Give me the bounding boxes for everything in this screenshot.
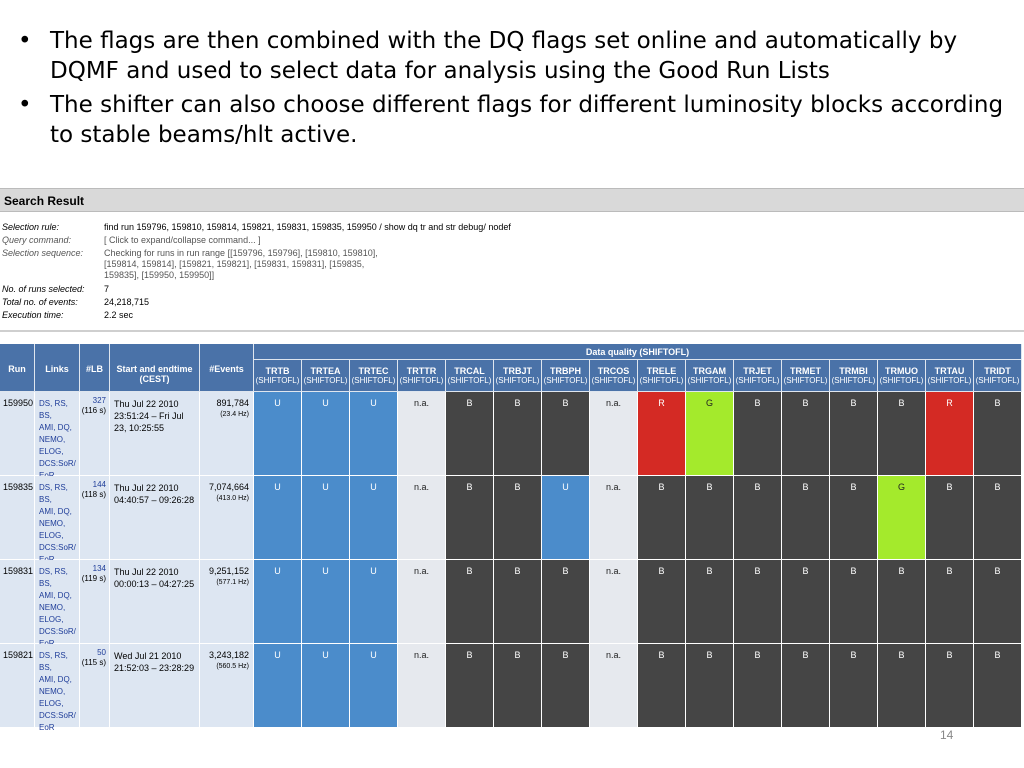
run-number-text: 159835 [3,482,34,492]
flag-value: n.a. [605,650,621,660]
flag-cell-trtea[interactable] [302,644,350,728]
flag-value: B [994,650,1001,660]
flag-header-sub: (SHIFTOFL) [255,376,300,385]
run-time-line: Thu Jul 22 2010 [114,399,179,409]
flag-value: n.a. [605,566,621,576]
flag-header-trtec[interactable] [350,360,398,392]
flag-cell-trtec[interactable] [350,476,398,560]
flag-value: n.a. [413,566,429,576]
run-time-line: Thu Jul 22 2010 [114,567,179,577]
flag-value: B [946,566,953,576]
flag-value: B [994,566,1001,576]
flag-value: U [370,398,377,408]
flag-header-trmbi[interactable] [830,360,878,392]
flag-cell-trtea[interactable] [302,476,350,560]
column-header-links[interactable] [35,344,80,392]
lb-count-text: 50 [97,648,106,657]
flag-header-trtea[interactable] [302,360,350,392]
query-command-toggle[interactable]: [ Click to expand/collapse command... ] [104,235,261,245]
flag-value: B [754,482,761,492]
run-time [110,476,200,560]
lb-count [80,392,110,476]
run-time [110,644,200,728]
flag-cell-trtau[interactable] [926,476,974,560]
flag-cell-trtec[interactable] [350,560,398,644]
flag-value: n.a. [413,482,429,492]
flag-value: B [850,398,857,408]
flag-value: B [802,566,809,576]
flag-cell-trttr[interactable] [398,476,446,560]
column-header-start[interactable] [110,344,200,392]
selection-sequence-label: Selection sequence: [2,248,84,258]
run-time-line: Thu Jul 22 2010 [114,483,179,493]
flag-cell-trtau[interactable] [926,560,974,644]
dq-group-label: Data quality (SHIFTOFL) [585,347,690,357]
flag-cell-trmet[interactable] [782,476,830,560]
run-link: NEMO, [39,603,66,612]
flag-value: U [322,482,329,492]
run-link: BS, [39,495,52,504]
flag-header-trcal[interactable] [446,360,494,392]
flag-value: n.a. [413,650,429,660]
column-header-run[interactable] [0,344,35,392]
run-link: DS, RS, [39,651,68,660]
flag-cell-trcal[interactable] [446,644,494,728]
flag-cell-trgam[interactable] [686,560,734,644]
flag-cell-trcos[interactable] [590,644,638,728]
flag-cell-trbph[interactable] [542,392,590,476]
flag-header-trmet[interactable] [782,360,830,392]
flag-value: B [898,566,905,576]
lb-count [80,560,110,644]
run-number-text: 159821 [3,650,34,660]
flag-value: U [274,566,281,576]
flag-cell-trjet[interactable] [734,392,782,476]
run-link: BS, [39,411,52,420]
run-link: AMI, DQ, [39,423,72,432]
dq-group-header [254,344,1022,360]
flag-cell-trcos[interactable] [590,392,638,476]
flag-cell-trgam[interactable] [686,392,734,476]
run-events [200,644,254,728]
run-link: ELOG, [39,615,64,624]
flag-cell-trtec[interactable] [350,644,398,728]
column-header-label: Links [45,364,69,374]
flag-value: n.a. [605,482,621,492]
flag-header-label: TRTEC [358,366,389,376]
flag-cell-trcos[interactable] [590,476,638,560]
flag-header-trcos[interactable] [590,360,638,392]
run-link: AMI, DQ, [39,675,72,684]
flag-value: B [898,398,905,408]
flag-cell-trcal[interactable] [446,560,494,644]
total-events-value: 24,218,715 [104,297,150,307]
flag-header-trjet[interactable] [734,360,782,392]
run-time-line: 23:51:24 – Fri Jul [114,411,184,421]
flag-value: B [514,650,521,660]
flag-header-sub: (SHIFTOFL) [879,376,924,385]
flag-header-trele[interactable] [638,360,686,392]
bullet-item: • The shifter can also choose different flags for different luminosity blocks according to stable beams/hlt active. [14,90,1014,150]
flag-value: B [466,482,473,492]
total-events-label: Total no. of events: [2,297,78,307]
run-time-line: Wed Jul 21 2010 [114,651,182,661]
flag-cell-trele[interactable] [638,392,686,476]
flag-value: B [514,566,521,576]
flag-value: B [850,566,857,576]
run-link: AMI, DQ, [39,507,72,516]
flag-value: n.a. [605,398,621,408]
events-rate: (23.4 Hz) [220,411,249,418]
flag-value: B [706,566,713,576]
run-link: NEMO, [39,435,66,444]
flag-header-label: TRTEA [310,366,341,376]
flag-value: G [897,482,905,492]
flag-cell-trtb[interactable] [254,392,302,476]
flag-header-label: TRJET [743,366,772,376]
flag-header-trtb[interactable] [254,360,302,392]
execution-time-value: 2.2 sec [104,310,134,320]
flag-cell-trttr[interactable] [398,644,446,728]
flag-cell-trgam[interactable] [686,476,734,560]
lb-duration: (119 s) [81,574,106,583]
run-link: ELOG, [39,531,64,540]
column-header-events[interactable] [200,344,254,392]
flag-cell-tridt[interactable] [974,560,1022,644]
flag-header-label: TRIDT [984,366,1011,376]
flag-cell-trtb[interactable] [254,560,302,644]
flag-cell-trbjt[interactable] [494,644,542,728]
lb-count-text: 327 [92,396,106,405]
events-count: 7,074,664 [208,482,249,492]
bullet-item: • The flags are then combined with the DQ flags set online and automatically by DQMF and used to select data for analysis using the Good Run Lists [14,26,1014,86]
flag-value: B [562,566,569,576]
flag-cell-trjet[interactable] [734,560,782,644]
flag-cell-trtb[interactable] [254,476,302,560]
lb-duration: (116 s) [81,406,106,415]
flag-header-sub: (SHIFTOFL) [303,376,348,385]
events-count: 891,784 [216,398,249,408]
flag-cell-trmet[interactable] [782,392,830,476]
bullet-list [14,26,1014,154]
run-number[interactable] [0,560,35,644]
flag-header-sub: (SHIFTOFL) [783,376,828,385]
flag-value: U [322,566,329,576]
flag-header-tridt[interactable] [974,360,1022,392]
run-time-line: 21:52:03 – 23:28:29 [114,663,195,673]
flag-cell-trmuo[interactable] [878,644,926,728]
flag-value: U [274,650,281,660]
column-header-label: #Events [209,364,244,374]
flag-value: B [658,566,665,576]
flag-header-label: TRCOS [597,366,630,376]
flag-header-sub: (SHIFTOFL) [975,376,1020,385]
flag-value: U [322,398,329,408]
flag-cell-trmet[interactable] [782,560,830,644]
flag-cell-trele[interactable] [638,560,686,644]
flag-cell-trbph[interactable] [542,644,590,728]
page-number: 14 [940,728,954,742]
column-header-label: Start and endtime (CEST) [116,364,193,384]
flag-value: B [946,482,953,492]
flag-cell-trmuo[interactable] [878,560,926,644]
flag-header-sub: (SHIFTOFL) [543,376,588,385]
flag-header-sub: (SHIFTOFL) [399,376,444,385]
flag-header-trttr[interactable] [398,360,446,392]
flag-header-label: TRTTR [406,366,437,376]
flag-value: B [802,482,809,492]
flag-header-sub: (SHIFTOFL) [591,376,636,385]
run-number[interactable] [0,644,35,728]
flag-cell-trbjt[interactable] [494,392,542,476]
run-time-line: 04:40:57 – 09:26:28 [114,495,195,505]
flag-value: G [705,398,713,408]
flag-cell-trcal[interactable] [446,392,494,476]
run-time [110,392,200,476]
run-number-text: 159831 [3,566,34,576]
flag-cell-trbjt[interactable] [494,560,542,644]
run-link: DCS:SoR/ [39,459,76,468]
divider [0,330,1024,332]
run-events [200,560,254,644]
flag-value: B [514,398,521,408]
flag-header-label: TRBJT [503,366,532,376]
flag-value: B [562,650,569,660]
run-links [35,392,80,476]
flag-header-label: TRMUO [885,366,918,376]
flag-value: B [802,398,809,408]
flag-value: U [370,566,377,576]
flag-cell-trmet[interactable] [782,644,830,728]
flag-cell-trele[interactable] [638,476,686,560]
flag-value: U [370,482,377,492]
flag-value: B [754,398,761,408]
flag-cell-trmuo[interactable] [878,392,926,476]
execution-time-label: Execution time: [2,310,64,320]
flag-value: B [466,650,473,660]
flag-cell-trmbi[interactable] [830,560,878,644]
selection-sequence-line: Checking for runs in run range [[159796, 159796], [159810, 159810], [104,248,378,258]
events-rate: (577.1 Hz) [216,579,249,586]
events-count: 9,251,152 [208,566,249,576]
flag-value: U [274,398,281,408]
flag-cell-trtec[interactable] [350,392,398,476]
flag-cell-trtea[interactable] [302,560,350,644]
flag-cell-trttr[interactable] [398,392,446,476]
lb-count-text: 144 [92,480,106,489]
flag-cell-trttr[interactable] [398,560,446,644]
column-header-label: Run [8,364,26,374]
run-link: EoR [39,723,55,732]
flag-value: B [658,482,665,492]
runs-selected-label: No. of runs selected: [2,284,85,294]
selection-rule-value: find run 159796, 159810, 159814, 159821, 159831, 159835, 159950 / show dq tr and str debug/ nodef [104,222,511,232]
run-link: DS, RS, [39,399,68,408]
query-command-label: Query command: [2,235,72,245]
flag-cell-trtau[interactable] [926,644,974,728]
flag-header-label: TRMBI [839,366,868,376]
run-link: NEMO, [39,519,66,528]
run-link: DS, RS, [39,567,68,576]
flag-value: U [562,482,569,492]
flag-header-sub: (SHIFTOFL) [687,376,732,385]
run-time-line: 23, 10:25:55 [114,423,165,433]
run-link: ELOG, [39,447,64,456]
flag-value: B [946,650,953,660]
flag-cell-tridt[interactable] [974,392,1022,476]
run-links [35,476,80,560]
run-link: DCS:SoR/ [39,627,76,636]
flag-header-sub: (SHIFTOFL) [831,376,876,385]
flag-value: B [802,650,809,660]
flag-cell-trele[interactable] [638,644,686,728]
run-links [35,560,80,644]
flag-header-label: TRTAU [934,366,965,376]
flag-value: B [706,650,713,660]
flag-value: B [850,650,857,660]
flag-cell-trtau[interactable] [926,392,974,476]
flag-cell-trtb[interactable] [254,644,302,728]
events-count: 3,243,182 [208,650,249,660]
flag-cell-trcos[interactable] [590,560,638,644]
flag-cell-tridt[interactable] [974,476,1022,560]
flag-value: B [514,482,521,492]
flag-cell-trtea[interactable] [302,392,350,476]
column-header-lb[interactable] [80,344,110,392]
flag-cell-trmbi[interactable] [830,476,878,560]
flag-header-trbph[interactable] [542,360,590,392]
run-events [200,392,254,476]
flag-header-sub: (SHIFTOFL) [495,376,540,385]
flag-cell-trbjt[interactable] [494,476,542,560]
events-rate: (413.0 Hz) [216,495,249,502]
flag-value: R [946,398,953,408]
flag-header-sub: (SHIFTOFL) [351,376,396,385]
flag-value: U [274,482,281,492]
flag-header-label: TRMET [790,366,821,376]
flag-value: B [994,398,1001,408]
run-link: AMI, DQ, [39,591,72,600]
flag-header-label: TRBPH [550,366,581,376]
flag-value: U [370,650,377,660]
flag-cell-trgam[interactable] [686,644,734,728]
lb-count [80,644,110,728]
flag-cell-trcal[interactable] [446,476,494,560]
flag-value: B [754,650,761,660]
lb-duration: (118 s) [81,490,106,499]
flag-header-trtau[interactable] [926,360,974,392]
flag-cell-trjet[interactable] [734,476,782,560]
column-header-label: #LB [85,364,103,374]
selection-sequence-line: 159835], [159950, 159950]] [104,270,215,280]
flag-value: B [562,398,569,408]
flag-value: R [658,398,665,408]
flag-header-label: TRCAL [454,366,485,376]
flag-header-sub: (SHIFTOFL) [447,376,492,385]
lb-count-text: 134 [92,564,106,573]
flag-value: n.a. [413,398,429,408]
flag-value: B [466,566,473,576]
flag-value: B [850,482,857,492]
flag-header-label: TRELE [646,366,677,376]
run-link: BS, [39,663,52,672]
flag-header-trmuo[interactable] [878,360,926,392]
search-result-screenshot [0,188,1024,732]
flag-cell-trmuo[interactable] [878,476,926,560]
run-link: DCS:SoR/ [39,711,76,720]
flag-header-trbjt[interactable] [494,360,542,392]
flag-cell-trbph[interactable] [542,476,590,560]
run-events [200,476,254,560]
flag-cell-trmbi[interactable] [830,392,878,476]
run-link: NEMO, [39,687,66,696]
run-number-text: 159950 [3,398,34,408]
flag-header-label: TRGAM [693,366,726,376]
flag-header-trgam[interactable] [686,360,734,392]
run-link: DS, RS, [39,483,68,492]
search-result-header: Search Result [0,188,1024,212]
run-links [35,644,80,732]
flag-value: B [754,566,761,576]
lb-count [80,476,110,560]
flag-cell-trjet[interactable] [734,644,782,728]
flag-header-sub: (SHIFTOFL) [927,376,972,385]
run-link: ELOG, [39,699,64,708]
flag-cell-trmbi[interactable] [830,644,878,728]
flag-value: B [994,482,1001,492]
run-time-line: 00:00:13 – 04:27:25 [114,579,195,589]
flag-header-label: TRTB [265,366,290,376]
flag-value: U [322,650,329,660]
selection-sequence-line: [159814, 159814], [159821, 159821], [159831, 159831], [159835, [104,259,365,269]
flag-header-sub: (SHIFTOFL) [735,376,780,385]
flag-cell-trbph[interactable] [542,560,590,644]
run-link: DCS:SoR/ [39,543,76,552]
events-rate: (560.5 Hz) [216,663,249,670]
runs-selected-value: 7 [104,284,110,294]
lb-duration: (115 s) [81,658,106,667]
run-time [110,560,200,644]
flag-value: B [898,650,905,660]
flag-value: B [658,650,665,660]
flag-header-sub: (SHIFTOFL) [639,376,684,385]
flag-cell-tridt[interactable] [974,644,1022,728]
selection-rule-label: Selection rule: [2,222,60,232]
run-link: BS, [39,579,52,588]
run-number[interactable] [0,476,35,560]
flag-value: B [466,398,473,408]
flag-value: B [706,482,713,492]
run-number[interactable] [0,392,35,476]
